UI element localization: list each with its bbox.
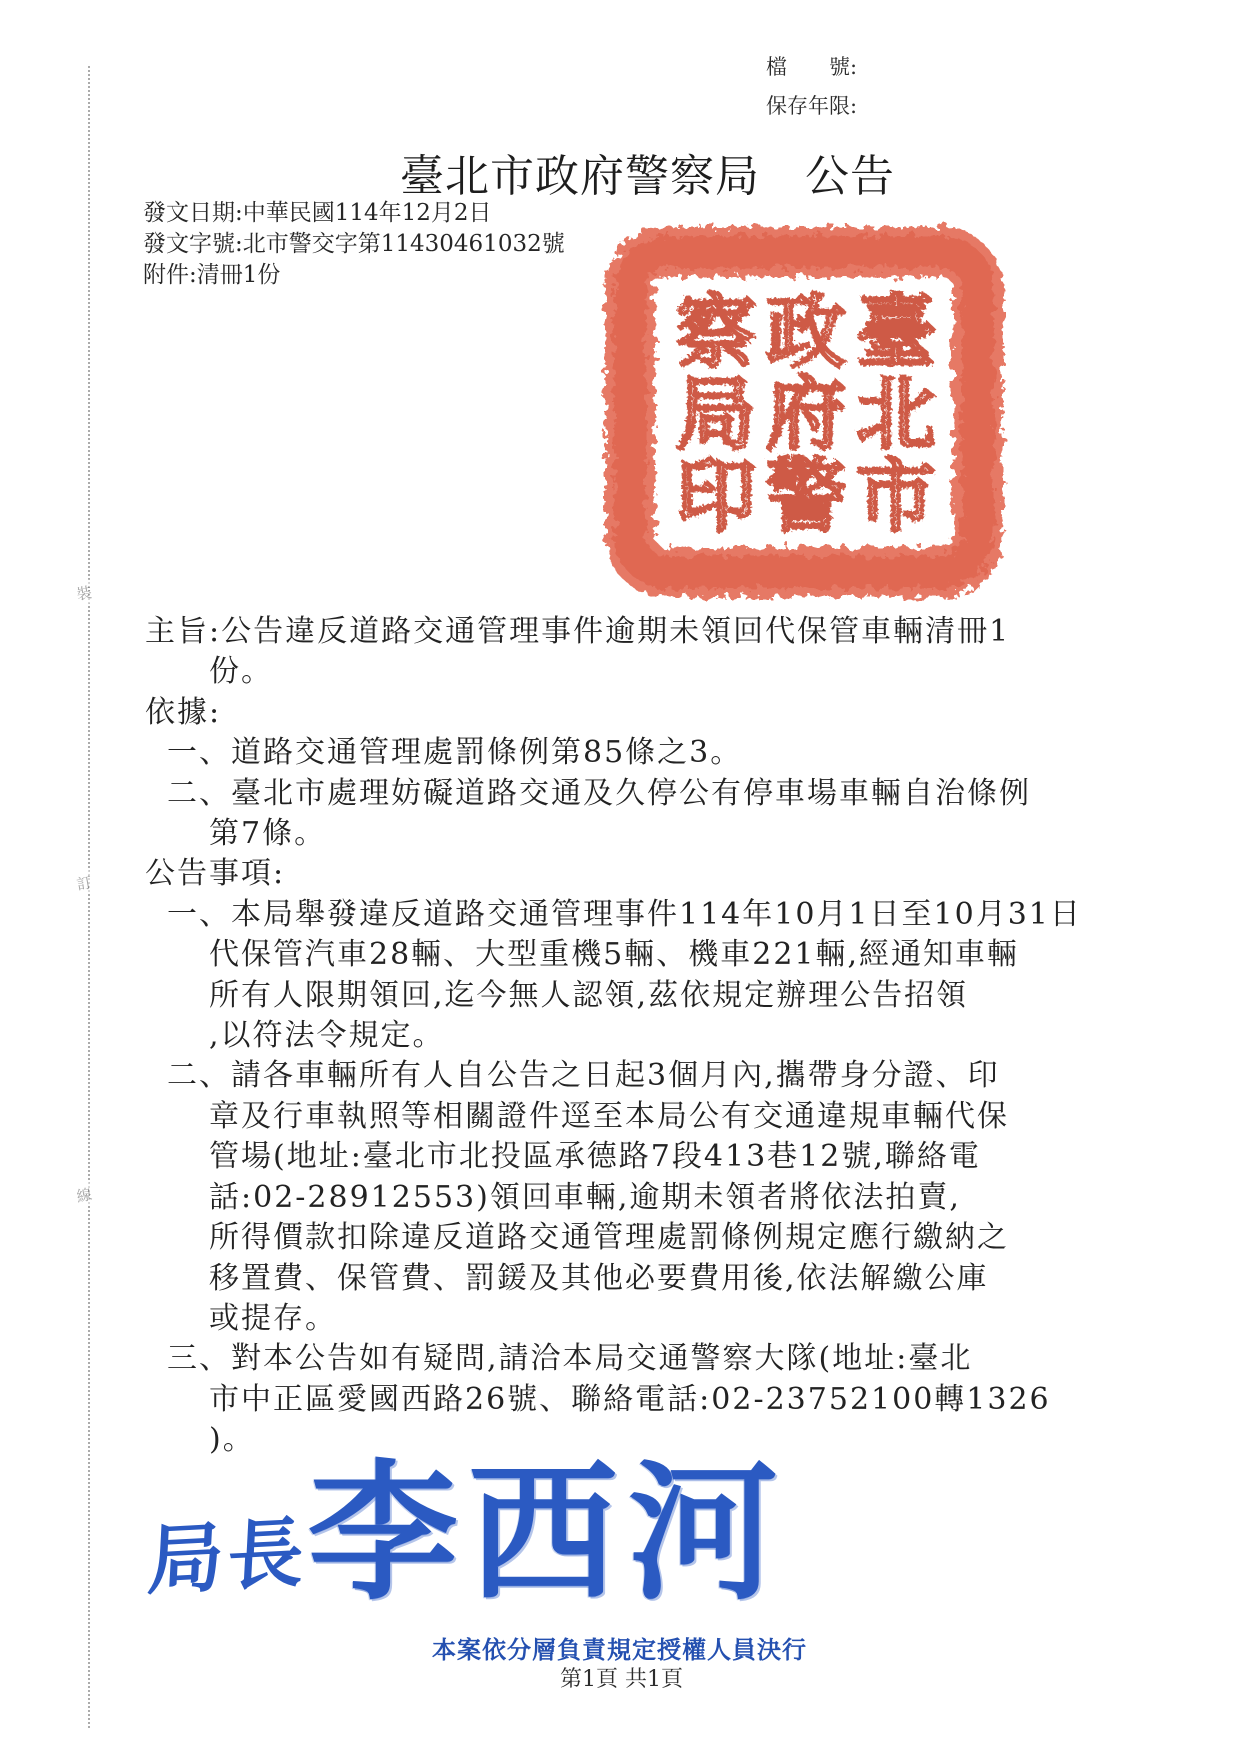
body-line: 依據:	[145, 694, 222, 730]
body-line: )。	[209, 1422, 255, 1458]
binding-mark: 裝	[74, 579, 93, 605]
body-line: 份。	[209, 654, 273, 690]
archive-labels	[766, 48, 857, 126]
doc-number-line: 發文字號:北市警交字第11430461032號	[143, 231, 565, 257]
page-indicator: 第1頁 共1頁	[560, 1667, 683, 1692]
announcement-body	[145, 612, 1082, 1461]
signature-title: 局長	[145, 1507, 310, 1606]
document-title: 臺北市政府警察局 公告	[400, 151, 895, 202]
binding-mark: 訂	[74, 869, 93, 895]
svg-text:府: 府	[766, 367, 846, 461]
body-line: 所有人限期領回,迄今無人認領,茲依規定辦理公告招領	[209, 977, 969, 1013]
retention-label: 保存年限:	[766, 94, 858, 118]
attachment-line: 附件:清冊1份	[143, 262, 281, 288]
body-line: 或提存。	[209, 1300, 337, 1336]
svg-text:政: 政	[766, 285, 846, 379]
official-seal-stamp	[598, 220, 1010, 604]
seal-characters	[676, 285, 936, 543]
body-line: 三、對本公告如有疑問,請洽本局交通警察大隊(地址:臺北	[167, 1341, 973, 1377]
binding-dotted-line	[88, 66, 90, 1728]
svg-text:北: 北	[856, 367, 936, 461]
body-line: ,以符法令規定。	[209, 1018, 445, 1054]
authorization-note: 本案依分層負責規定授權人員決行	[432, 1635, 807, 1664]
body-line: 市中正區愛國西路26號、聯絡電話:02-23752100轉1326	[209, 1381, 1051, 1417]
svg-text:臺: 臺	[856, 285, 936, 379]
svg-text:局: 局	[676, 367, 756, 461]
body-line: 公告事項:	[145, 856, 286, 892]
body-line: 代保管汽車28輛、大型重機5輛、機車221輛,經通知車輛	[209, 937, 1020, 973]
body-line: 二、請各車輛所有人自公告之日起3個月內,攜帶身分證、印	[167, 1058, 1000, 1094]
body-line: 移置費、保管費、罰鍰及其他必要費用後,依法解繳公庫	[209, 1260, 989, 1296]
svg-text:印: 印	[676, 449, 756, 543]
binding-mark: 線	[74, 1181, 93, 1207]
body-line: 所得價款扣除違反道路交通管理處罰條例規定應行繳納之	[209, 1220, 1009, 1256]
body-line: 章及行車執照等相關證件逕至本局公有交通違規車輛代保	[209, 1098, 1009, 1134]
document-meta	[143, 198, 565, 291]
svg-text:警: 警	[766, 449, 846, 543]
body-line: 話:02-28912553)領回車輛,逾期未領者將依法拍賣,	[209, 1179, 961, 1215]
body-line: 第7條。	[209, 816, 327, 852]
body-line: 主旨:公告違反道路交通管理事件逾期未領回代保管車輛清冊1	[145, 614, 1011, 649]
body-line: 一、道路交通管理處罰條例第85條之3。	[167, 735, 743, 771]
svg-text:市: 市	[856, 449, 936, 543]
file-number-label: 檔 號:	[766, 55, 858, 79]
signature-name: 李西河	[308, 1445, 789, 1621]
svg-text:察: 察	[676, 285, 756, 379]
issue-date-line: 發文日期:中華民國114年12月2日	[143, 200, 492, 226]
body-line: 管場(地址:臺北市北投區承德路7段413巷12號,聯絡電	[209, 1139, 981, 1175]
body-line: 二、臺北市處理妨礙道路交通及久停公有停車場車輛自治條例	[167, 775, 1031, 811]
body-line: 一、本局舉發違反道路交通管理事件114年10月1日至10月31日	[167, 896, 1082, 932]
